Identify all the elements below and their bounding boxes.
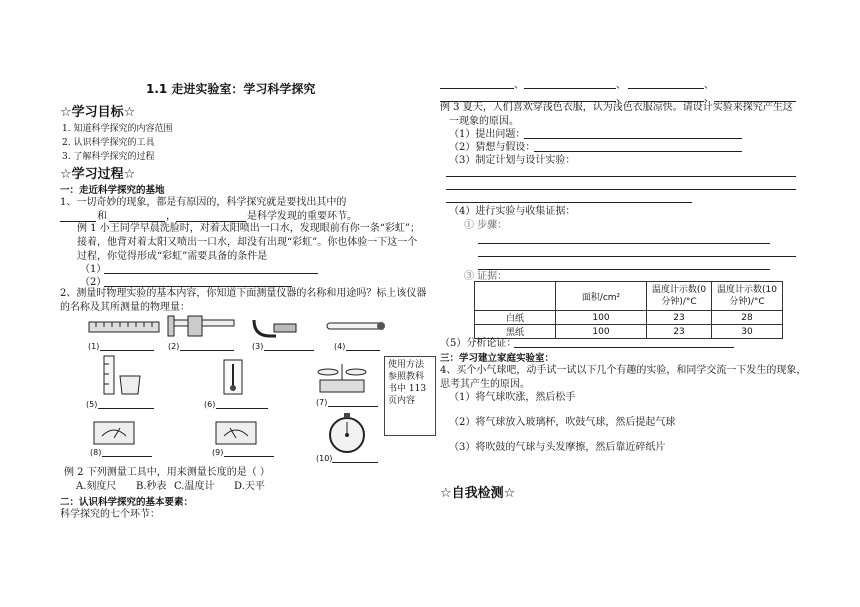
answer-line[interactable] [478, 243, 770, 244]
separator: 、 [616, 93, 626, 104]
data-table [474, 281, 783, 339]
table-cell: 30 [712, 325, 783, 339]
answer-line[interactable] [478, 256, 796, 257]
part3-heading: 三：学习建立家庭实验室： [440, 353, 555, 364]
stopwatch-icon [326, 412, 368, 454]
table-header: 温度计示数(0 分钟)/°C [647, 282, 712, 311]
home-experiment-item: （1）将气球吹涨，然后松手 [449, 392, 576, 403]
paragraph-4: 4、买个小气球吧，动手试一试以下几个有趣的实验，和同学交流一下发生的现象， [440, 365, 807, 376]
figure-label: (7) [316, 398, 328, 407]
separator: 、 [704, 80, 714, 91]
answer-line[interactable] [264, 350, 314, 351]
option-a[interactable]: A.刻度尺 [76, 481, 117, 492]
example-1-line: 过程，你觉得形成“彩虹”需要具备的条件是 [77, 251, 268, 262]
answer-line[interactable] [102, 456, 152, 457]
step-hypothesis: （2）猜想与假设： [449, 142, 536, 153]
table-header-row [475, 282, 783, 311]
table-cell: 100 [556, 311, 647, 325]
step-analysis: （5）分析论证： [440, 338, 517, 349]
table-cell: 23 [647, 325, 712, 339]
answer-line[interactable] [514, 347, 734, 348]
goal-item: 1. 知道科学探究的内容范围 [62, 124, 173, 134]
paragraph-1-text: 是科学发现的重要环节。 [247, 211, 357, 222]
page-title: 1.1 走进实验室：学习科学探究 [146, 82, 316, 96]
goals-heading: ☆学习目标☆ [60, 105, 136, 120]
goal-item: 3. 了解科学探究的过程 [62, 152, 155, 162]
part2-heading: 二：认识科学探究的基本要素： [60, 497, 194, 508]
figure-label: (3) [252, 342, 264, 351]
vernier-caliper-icon [166, 314, 236, 340]
answer-line[interactable] [524, 138, 742, 139]
figure-label: (1) [88, 342, 100, 351]
part2-text: 科学探究的七个环节： [60, 509, 160, 520]
paragraph-2: 2、测量时物理实验的基本内容，你知道下面测量仪器的名称和用途吗？标上该仪器 [60, 288, 427, 299]
usage-note: 使用方法参照教科书中 113 页内容 [384, 356, 436, 436]
answer-line[interactable] [478, 269, 770, 270]
process-heading: ☆学习过程☆ [60, 167, 136, 182]
table-cell: 28 [712, 311, 783, 325]
tape-measure-icon [88, 318, 160, 336]
answer-line[interactable] [332, 462, 378, 463]
separator: 、 [704, 93, 714, 104]
table-cell: 23 [647, 311, 712, 325]
answer-line[interactable] [534, 151, 742, 152]
figure-label: (8) [90, 448, 102, 457]
table-header: 面积/cm² [556, 282, 647, 311]
answer-line[interactable] [346, 350, 380, 351]
wall-thermometer-icon [222, 358, 246, 398]
step-evidence: ③ 证据： [464, 271, 508, 282]
figure-label: (4) [334, 342, 346, 351]
balance-scale-icon [312, 360, 372, 396]
part1-heading: 一：走近科学探究的基地 [60, 185, 165, 196]
figure-label: (10) [316, 454, 333, 463]
answer-line[interactable] [216, 408, 268, 409]
paragraph-1: 1、一切奇妙的现象，都是有原因的，科学探究就是要找出其中的 [60, 197, 347, 208]
goal-item: 2. 认识科学探究的工具 [62, 138, 155, 148]
figure-label: (6) [204, 400, 216, 409]
figure-label: (5) [86, 400, 98, 409]
home-experiment-item: （2）将气球放入玻璃杯，吹鼓气球，然后提起气球 [449, 417, 676, 428]
table-cell: 白纸 [475, 311, 556, 325]
paragraph-1-text: 和 [97, 211, 107, 222]
blank-line[interactable] [628, 88, 704, 89]
answer-line[interactable] [104, 273, 318, 274]
figure-label: (9) [212, 448, 224, 457]
example-1-item: （2） [80, 277, 107, 288]
answer-line[interactable] [446, 202, 692, 203]
answer-line[interactable] [446, 189, 796, 190]
answer-line[interactable] [98, 408, 154, 409]
example-3-line: 一现象的原因。 [449, 116, 519, 127]
example-1-line: 例 1 小王同学早晨洗脸时，对着太阳喷出一口水，发现眼前有你一条“彩虹”； [77, 223, 420, 234]
answer-line[interactable] [224, 456, 274, 457]
self-check-heading: ☆自我检测☆ [440, 486, 516, 501]
home-experiment-item: （3）将吹鼓的气球与头发摩擦，然后靠近碎纸片 [449, 442, 666, 453]
option-c[interactable]: C.温度计 [174, 481, 215, 492]
step-procedure: ① 步骤： [464, 220, 508, 231]
separator: 、 [616, 80, 626, 91]
answer-line[interactable] [446, 176, 796, 177]
blank-line[interactable] [440, 88, 514, 89]
paragraph-4: 思考其产生的原因。 [440, 379, 530, 390]
option-d[interactable]: D.天平 [234, 481, 265, 492]
micrometer-icon [250, 316, 300, 340]
step-plan: （3）制定计划与设计实验： [449, 155, 576, 166]
blank-line[interactable] [524, 88, 616, 89]
answer-line[interactable] [180, 350, 234, 351]
measuring-cylinder-icon [100, 354, 144, 398]
table-cell: 100 [556, 325, 647, 339]
ammeter-icon [92, 418, 136, 446]
paragraph-2: 的名称及其所测量的物理量： [60, 302, 190, 313]
example-3-line: 例 3 夏天，人们喜欢穿浅色衣服，认为浅色衣服凉快。请设计实验来探究产生这 [440, 102, 793, 113]
table-header [475, 282, 556, 311]
thermometer-icon [326, 320, 386, 332]
example-1-line: 接着，他背对着太阳又喷出一口水，却没有出现“彩虹”。你也体验一下这一个 [77, 237, 418, 248]
separator: 、 [514, 80, 524, 91]
answer-line[interactable] [328, 406, 378, 407]
answer-line[interactable] [100, 350, 154, 351]
table-row [475, 311, 783, 325]
option-b[interactable]: B.秒表 [136, 481, 167, 492]
example-2-question: 例 2 下列测量工具中，用来测量长度的是（ ） [64, 467, 270, 478]
figure-label: (2) [168, 342, 180, 351]
voltmeter-icon [214, 418, 258, 446]
paragraph-1-text: ， [166, 211, 176, 222]
table-cell: 黑纸 [475, 325, 556, 339]
table-header: 温度计示数(10 分钟)/°C [712, 282, 783, 311]
step-experiment: （4）进行实验与收集证据： [449, 206, 576, 217]
step-question: （1）提出问题： [449, 129, 526, 140]
table-row [475, 325, 783, 339]
example-1-item: （1） [80, 264, 107, 275]
